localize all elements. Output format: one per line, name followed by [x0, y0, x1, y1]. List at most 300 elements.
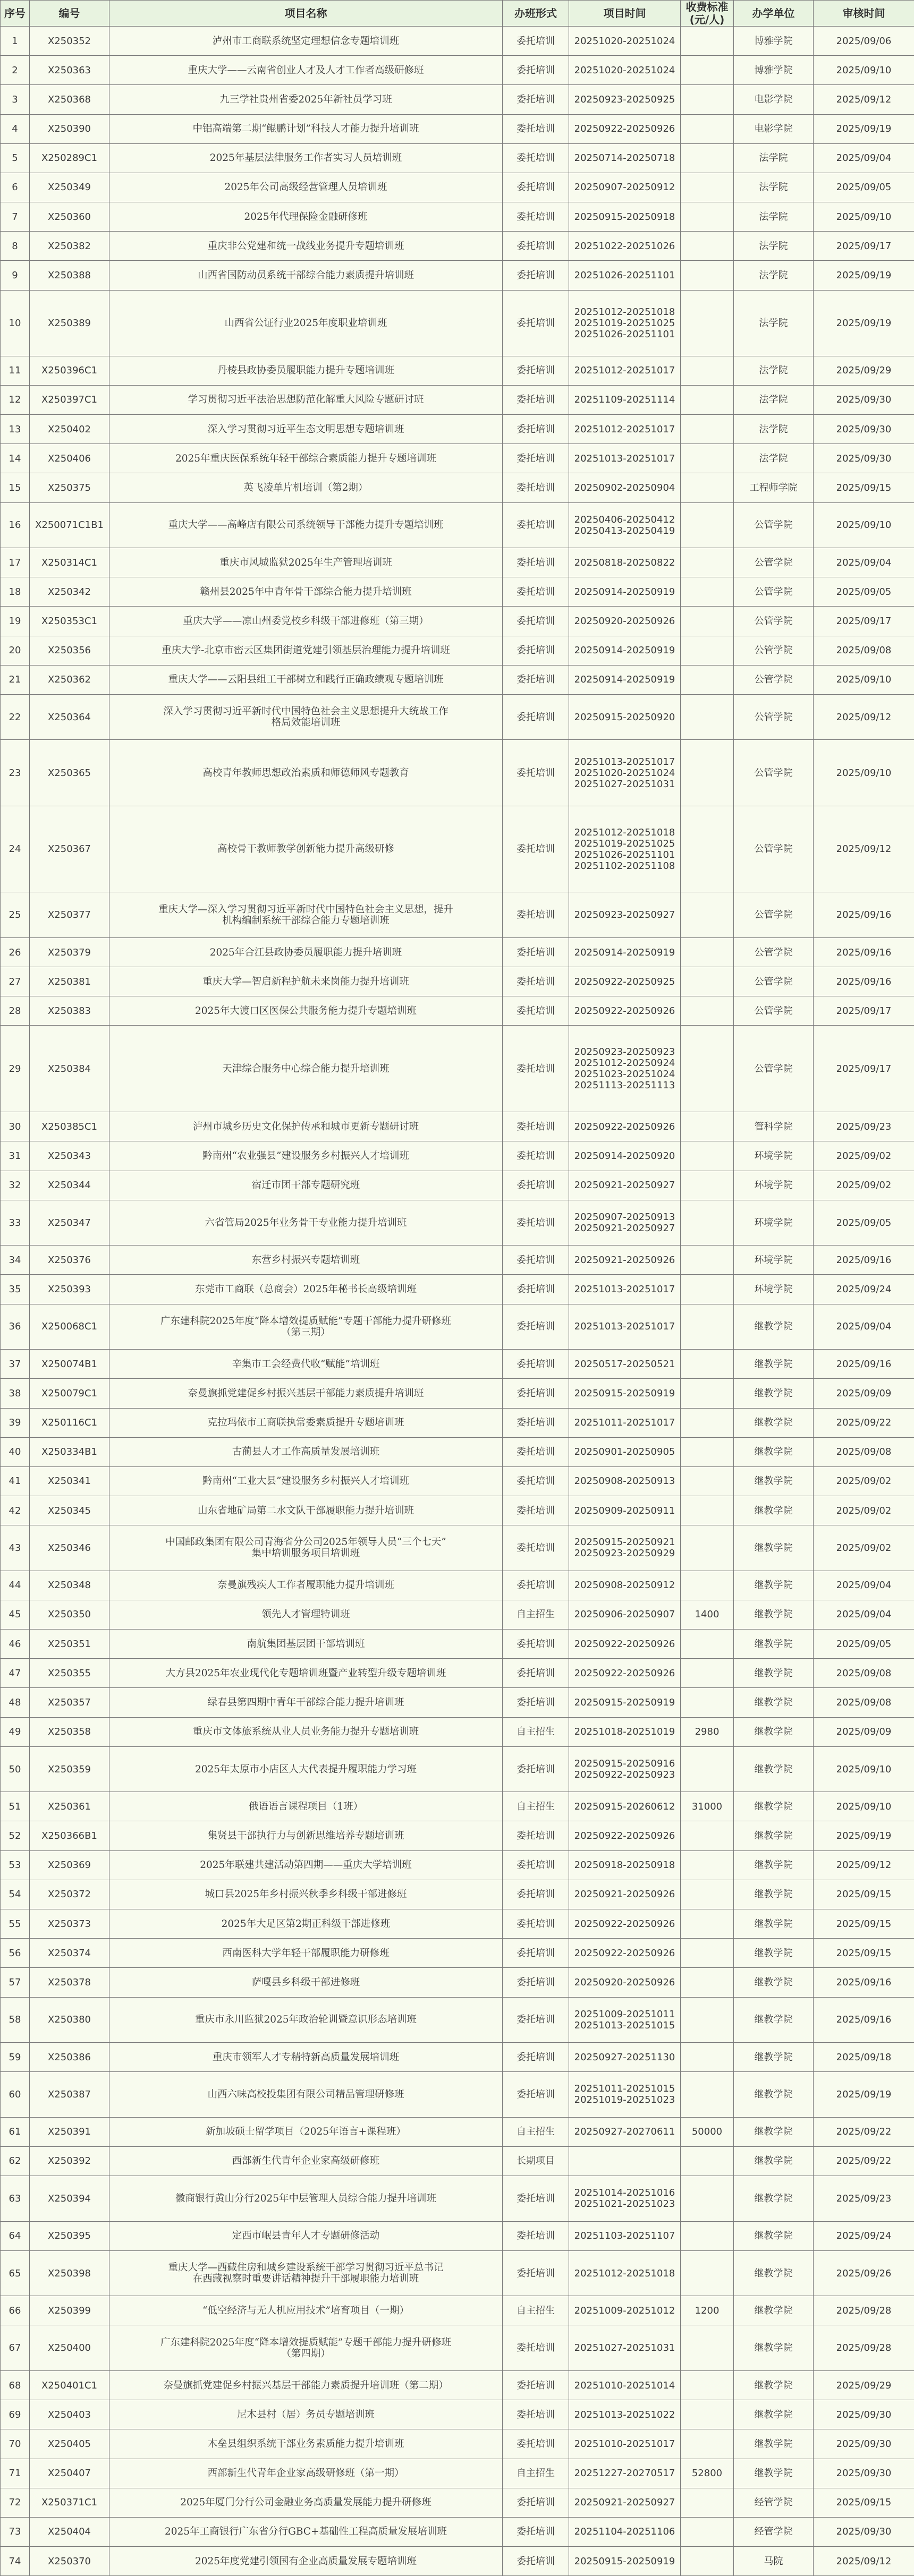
row-mode: 委托培训 — [503, 2400, 569, 2429]
row-name — [109, 27, 503, 56]
row-time — [569, 636, 681, 665]
row-name-line: 高校青年教师思想政治素质和师德师风专题教育 — [116, 767, 496, 779]
row-time-line: 20251013-20251017 — [571, 453, 678, 464]
row-code: X250355 — [30, 1659, 109, 1688]
row-time-line: 20250922-20250923 — [571, 1769, 678, 1780]
row-time — [569, 2043, 681, 2072]
table-row — [1, 1408, 914, 1437]
row-time-line: 20251026-20251101 — [571, 270, 678, 281]
row-unit: 环境学院 — [734, 1171, 814, 1200]
row-unit: 继教学院 — [734, 1437, 814, 1466]
row-mode: 委托培训 — [503, 85, 569, 114]
row-time-line: 20250918-20250918 — [571, 1860, 678, 1871]
row-time-line: 20250909-20250911 — [571, 1505, 678, 1516]
row-name-line: 2025年代理保险金融研修班 — [116, 211, 496, 223]
row-name — [109, 1659, 503, 1688]
row-time-line: 20251012-20251017 — [571, 424, 678, 435]
row-seq: 28 — [1, 996, 30, 1026]
row-code: X250398 — [30, 2250, 109, 2296]
row-code: X250289C1 — [30, 143, 109, 173]
row-time-line: 20250922-20250926 — [571, 1830, 678, 1841]
row-mode: 委托培训 — [503, 1496, 569, 1525]
row-unit: 公管学院 — [734, 665, 814, 694]
table-row — [1, 444, 914, 473]
row-unit: 继教学院 — [734, 1408, 814, 1437]
row-time — [569, 806, 681, 892]
row-name-line: 徽商银行黄山分行2025年中层管理人员综合能力提升培训班 — [116, 2193, 496, 2204]
row-name — [109, 1792, 503, 1821]
row-time-line: 20251019-20251023 — [571, 2094, 678, 2105]
row-time — [569, 502, 681, 548]
table-body — [1, 27, 914, 2576]
row-time-line: 20250908-20250912 — [571, 1580, 678, 1591]
row-unit: 继教学院 — [734, 1688, 814, 1717]
row-time — [569, 1792, 681, 1821]
row-name-line: 2025年工商银行广东省分行GBC+基础性工程高质量发展培训班 — [116, 2526, 496, 2537]
table-row — [1, 607, 914, 636]
row-time — [569, 27, 681, 56]
row-name-line: 2025年大渡口区医保公共服务能力提升专题培训班 — [116, 1005, 496, 1017]
row-seq: 32 — [1, 1171, 30, 1200]
row-name-line: 2025年联建共建活动第四期——重庆大学培训班 — [116, 1860, 496, 1871]
row-name — [109, 967, 503, 996]
row-mode: 委托培训 — [503, 2221, 569, 2250]
row-fee — [681, 665, 734, 694]
table-row — [1, 2517, 914, 2546]
row-name-line: 辛集市工会经费代收“赋能”培训班 — [116, 1359, 496, 1370]
table-row — [1, 2043, 914, 2072]
row-seq: 34 — [1, 1246, 30, 1275]
row-time-line: 20251013-20251017 — [571, 1284, 678, 1295]
row-fee — [681, 114, 734, 143]
row-code: X250400 — [30, 2325, 109, 2371]
table-row — [1, 577, 914, 607]
row-fee — [681, 1437, 734, 1466]
row-seq: 20 — [1, 636, 30, 665]
row-seq: 42 — [1, 1496, 30, 1525]
row-mode: 委托培训 — [503, 892, 569, 938]
row-time-line: 20250914-20250919 — [571, 586, 678, 598]
row-seq: 66 — [1, 2296, 30, 2325]
row-date: 2025/09/30 — [814, 385, 914, 414]
row-unit: 继教学院 — [734, 2117, 814, 2146]
row-seq: 60 — [1, 2072, 30, 2118]
table-row — [1, 1200, 914, 1246]
table-row — [1, 1246, 914, 1275]
row-date: 2025/09/17 — [814, 607, 914, 636]
row-code: X250372 — [30, 1880, 109, 1909]
row-name-line: 九三学社贵州省委2025年新社员学习班 — [116, 94, 496, 105]
row-time-line: 20250908-20250913 — [571, 1475, 678, 1487]
table-row — [1, 202, 914, 232]
table-row — [1, 996, 914, 1026]
row-unit: 继教学院 — [734, 2176, 814, 2222]
row-date: 2025/09/04 — [814, 1304, 914, 1350]
row-name — [109, 2371, 503, 2400]
table-row — [1, 967, 914, 996]
row-time — [569, 1304, 681, 1350]
row-name — [109, 740, 503, 806]
row-time-line: 20251102-20251108 — [571, 860, 678, 872]
table-row — [1, 415, 914, 444]
row-code: X250360 — [30, 202, 109, 232]
row-mode: 委托培训 — [503, 1968, 569, 1997]
table-row — [1, 1997, 914, 2043]
row-seq: 55 — [1, 1909, 30, 1938]
row-time-line: 20251012-20251017 — [571, 365, 678, 376]
row-time — [569, 1688, 681, 1717]
row-date: 2025/09/04 — [814, 143, 914, 173]
table-row — [1, 1746, 914, 1792]
row-seq: 29 — [1, 1026, 30, 1112]
row-time-line: 20251020-20251024 — [571, 767, 678, 779]
row-time-line: 20250914-20250919 — [571, 674, 678, 685]
row-code: X250390 — [30, 114, 109, 143]
row-mode: 委托培训 — [503, 1350, 569, 1379]
row-name-line: 中国邮政集团有限公司青海省分公司2025年领导人员“三个七天” — [116, 1537, 496, 1548]
row-code: X250352 — [30, 27, 109, 56]
row-time-line: 20250927-20251130 — [571, 2052, 678, 2063]
row-fee — [681, 1112, 734, 1141]
row-unit: 博雅学院 — [734, 27, 814, 56]
row-seq: 59 — [1, 2043, 30, 2072]
header-seq: 序号 — [1, 1, 30, 27]
row-name — [109, 2459, 503, 2488]
row-name-line: 重庆大学—深入学习贯彻习近平新时代中国特色社会主义思想，提升 — [116, 904, 496, 915]
row-time — [569, 2400, 681, 2429]
row-code: X250388 — [30, 261, 109, 290]
row-date: 2025/09/22 — [814, 2146, 914, 2176]
row-seq: 36 — [1, 1304, 30, 1350]
row-name-line: 克拉玛依市工商联执常委素质提升专题培训班 — [116, 1417, 496, 1428]
row-fee — [681, 2072, 734, 2118]
row-unit: 电影学院 — [734, 85, 814, 114]
row-mode: 委托培训 — [503, 636, 569, 665]
table-row — [1, 2371, 914, 2400]
row-fee — [681, 2488, 734, 2517]
row-seq: 35 — [1, 1275, 30, 1304]
row-fee — [681, 1141, 734, 1171]
row-name — [109, 2117, 503, 2146]
row-name — [109, 1408, 503, 1437]
row-date: 2025/09/19 — [814, 290, 914, 356]
row-time-line: 20251011-20251015 — [571, 2083, 678, 2094]
row-fee — [681, 1850, 734, 1880]
row-name — [109, 114, 503, 143]
table-row — [1, 2072, 914, 2118]
row-name-line: 高校骨干教师教学创新能力提升高级研修 — [116, 843, 496, 855]
row-mode: 自主招生 — [503, 1717, 569, 1746]
row-name — [109, 607, 503, 636]
row-name-line: 重庆市文体旅系统从业人员业务能力提升专题培训班 — [116, 1726, 496, 1737]
row-time — [569, 937, 681, 967]
row-unit: 公管学院 — [734, 607, 814, 636]
row-fee — [681, 1659, 734, 1688]
row-seq: 41 — [1, 1466, 30, 1496]
row-unit: 马院 — [734, 2547, 814, 2576]
row-fee — [681, 2517, 734, 2546]
row-time-line: 20250517-20250521 — [571, 1359, 678, 1370]
row-seq: 71 — [1, 2459, 30, 2488]
row-mode: 委托培训 — [503, 502, 569, 548]
row-name — [109, 548, 503, 577]
row-time — [569, 385, 681, 414]
row-mode: 委托培训 — [503, 56, 569, 85]
row-name-line: 2025年太原市小店区人大代表提升履职能力学习班 — [116, 1764, 496, 1775]
row-unit: 公管学院 — [734, 636, 814, 665]
row-code: X250386 — [30, 2043, 109, 2072]
row-mode: 委托培训 — [503, 740, 569, 806]
row-seq: 40 — [1, 1437, 30, 1466]
row-name-line: 山东省地矿局第二水文队干部履职能力提升培训班 — [116, 1505, 496, 1516]
row-unit: 法学院 — [734, 202, 814, 232]
row-name-line: （第三期） — [116, 1327, 496, 1338]
row-code: X250404 — [30, 2517, 109, 2546]
row-time-line: 20250915-20250918 — [571, 211, 678, 223]
row-name — [109, 1275, 503, 1304]
row-seq: 9 — [1, 261, 30, 290]
row-fee — [681, 2221, 734, 2250]
row-code: X250379 — [30, 937, 109, 967]
row-unit: 继教学院 — [734, 1880, 814, 1909]
row-name — [109, 1112, 503, 1141]
row-date: 2025/09/08 — [814, 1437, 914, 1466]
row-seq: 57 — [1, 1968, 30, 1997]
row-time-line: 20251020-20251024 — [571, 36, 678, 47]
row-code: X250367 — [30, 806, 109, 892]
row-time — [569, 2429, 681, 2459]
row-mode: 委托培训 — [503, 385, 569, 414]
row-time-line: 20251014-20251016 — [571, 2187, 678, 2198]
table-row — [1, 1112, 914, 1141]
row-unit: 继教学院 — [734, 1304, 814, 1350]
row-code: X250348 — [30, 1571, 109, 1600]
row-date: 2025/09/16 — [814, 1997, 914, 2043]
row-mode: 委托培训 — [503, 143, 569, 173]
row-name — [109, 2072, 503, 2118]
row-code: X250380 — [30, 1997, 109, 2043]
row-code: X250074B1 — [30, 1350, 109, 1379]
row-name-line: 西部新生代青年企业家高级研修班（第一期） — [116, 2468, 496, 2479]
row-date: 2025/09/30 — [814, 2459, 914, 2488]
table-row — [1, 114, 914, 143]
row-unit: 继教学院 — [734, 1746, 814, 1792]
table-row — [1, 1437, 914, 1466]
row-fee — [681, 232, 734, 261]
row-code: X250387 — [30, 2072, 109, 2118]
row-name — [109, 2517, 503, 2546]
row-mode: 委托培训 — [503, 2325, 569, 2371]
row-fee — [681, 1571, 734, 1600]
row-fee — [681, 1171, 734, 1200]
row-time-line: 20251013-20251015 — [571, 2020, 678, 2031]
row-time — [569, 1141, 681, 1171]
row-seq: 10 — [1, 290, 30, 356]
row-name — [109, 996, 503, 1026]
row-seq: 5 — [1, 143, 30, 173]
row-fee — [681, 1997, 734, 2043]
row-unit: 继教学院 — [734, 1600, 814, 1629]
row-time-line: 20251013-20251017 — [571, 756, 678, 767]
row-fee — [681, 1379, 734, 1408]
row-name-line: 古蔺县人才工作高质量发展培训班 — [116, 1446, 496, 1457]
row-seq: 73 — [1, 2517, 30, 2546]
row-time-line: 20250923-20250929 — [571, 1548, 678, 1559]
row-mode: 委托培训 — [503, 1304, 569, 1350]
row-time-line: 20251018-20251019 — [571, 1726, 678, 1737]
row-code: X250376 — [30, 1246, 109, 1275]
row-time — [569, 2459, 681, 2488]
row-code: X250407 — [30, 2459, 109, 2488]
row-name — [109, 2296, 503, 2325]
row-seq: 1 — [1, 27, 30, 56]
row-name — [109, 2221, 503, 2250]
row-name-line: 广东建科院2025年度“降本增效提质赋能”专题干部能力提升研修班 — [116, 1316, 496, 1327]
table-row — [1, 232, 914, 261]
row-unit: 继教学院 — [734, 1821, 814, 1850]
row-code: X250351 — [30, 1630, 109, 1659]
row-time — [569, 232, 681, 261]
row-unit: 继教学院 — [734, 2072, 814, 2118]
row-time — [569, 548, 681, 577]
row-fee — [681, 996, 734, 1026]
row-name-line: 西部新生代青年企业家高级研修班 — [116, 2155, 496, 2166]
row-seq: 30 — [1, 1112, 30, 1141]
row-mode: 长期项目 — [503, 2146, 569, 2176]
row-code: X250371C1 — [30, 2488, 109, 2517]
row-time-line: 20251009-20251012 — [571, 2305, 678, 2316]
row-time-line: 20250921-20250927 — [571, 1223, 678, 1234]
row-time — [569, 1880, 681, 1909]
row-mode: 委托培训 — [503, 2250, 569, 2296]
table-row — [1, 385, 914, 414]
row-name-line: 山西六味高校投集团有限公司精品管理研修班 — [116, 2089, 496, 2100]
row-name — [109, 1026, 503, 1112]
table-row — [1, 1688, 914, 1717]
row-fee — [681, 502, 734, 548]
row-fee — [681, 173, 734, 202]
row-fee — [681, 1275, 734, 1304]
row-unit: 公管学院 — [734, 1026, 814, 1112]
row-time — [569, 1968, 681, 1997]
row-date: 2025/09/23 — [814, 1112, 914, 1141]
row-name — [109, 444, 503, 473]
row-seq: 13 — [1, 415, 30, 444]
row-time-line: 20251012-20251018 — [571, 306, 678, 318]
row-name-line: 萨嘎县乡科级干部进修班 — [116, 1977, 496, 1988]
row-time-line: 20250923-20250927 — [571, 909, 678, 920]
row-date: 2025/09/10 — [814, 1792, 914, 1821]
row-unit: 经管学院 — [734, 2517, 814, 2546]
row-date: 2025/09/02 — [814, 1171, 914, 1200]
row-name — [109, 1525, 503, 1571]
table-row — [1, 56, 914, 85]
row-name-line: 宿迁市团干部专题研究班 — [116, 1180, 496, 1191]
row-unit: 法学院 — [734, 261, 814, 290]
row-time — [569, 415, 681, 444]
row-mode: 委托培训 — [503, 2072, 569, 2118]
row-unit: 法学院 — [734, 415, 814, 444]
row-code: X250362 — [30, 665, 109, 694]
row-time — [569, 694, 681, 740]
row-seq: 22 — [1, 694, 30, 740]
row-mode: 委托培训 — [503, 1408, 569, 1437]
row-name-line: 重庆大学——高峰店有限公司系统领导干部能力提升专题培训班 — [116, 519, 496, 531]
row-code: X250402 — [30, 415, 109, 444]
row-mode: 委托培训 — [503, 1026, 569, 1112]
row-unit: 公管学院 — [734, 548, 814, 577]
row-name-line: 奈曼旗抓党建促乡村振兴基层干部能力素质提升培训班（第二期） — [116, 2380, 496, 2391]
row-unit: 公管学院 — [734, 806, 814, 892]
row-code: X250356 — [30, 636, 109, 665]
row-time — [569, 996, 681, 1026]
row-seq: 18 — [1, 577, 30, 607]
row-time — [569, 2517, 681, 2546]
row-seq: 3 — [1, 85, 30, 114]
row-time — [569, 56, 681, 85]
row-seq: 27 — [1, 967, 30, 996]
row-time — [569, 2325, 681, 2371]
row-code: X250366B1 — [30, 1821, 109, 1850]
row-date: 2025/09/30 — [814, 2517, 914, 2546]
row-fee — [681, 607, 734, 636]
row-time — [569, 1171, 681, 1200]
row-seq: 7 — [1, 202, 30, 232]
row-name — [109, 1496, 503, 1525]
row-unit: 公管学院 — [734, 996, 814, 1026]
row-name-line: 重庆市领军人才专精特新高质量发展培训班 — [116, 2052, 496, 2063]
row-time — [569, 577, 681, 607]
row-seq: 62 — [1, 2146, 30, 2176]
row-seq: 31 — [1, 1141, 30, 1171]
row-code: X250368 — [30, 85, 109, 114]
row-name — [109, 261, 503, 290]
row-name — [109, 1850, 503, 1880]
row-name — [109, 937, 503, 967]
row-fee: 1400 — [681, 1600, 734, 1629]
row-name — [109, 2146, 503, 2176]
row-seq: 61 — [1, 2117, 30, 2146]
row-name — [109, 56, 503, 85]
row-date: 2025/09/15 — [814, 1939, 914, 1968]
row-time-line: 20251019-20251025 — [571, 838, 678, 849]
row-time-line: 20251012-20251018 — [571, 2268, 678, 2279]
row-mode: 委托培训 — [503, 261, 569, 290]
row-seq: 53 — [1, 1850, 30, 1880]
row-date: 2025/09/19 — [814, 1821, 914, 1850]
table-row — [1, 2488, 914, 2517]
row-seq: 47 — [1, 1659, 30, 1688]
row-fee — [681, 1026, 734, 1112]
row-name-line: 重庆大学——云南省创业人才及人才工作者高级研修班 — [116, 65, 496, 76]
table-row — [1, 1350, 914, 1379]
row-seq: 68 — [1, 2371, 30, 2400]
row-time-line: 20250922-20250926 — [571, 1948, 678, 1959]
row-date: 2025/09/04 — [814, 1600, 914, 1629]
row-time-line: 20250922-20250926 — [571, 1918, 678, 1930]
row-time — [569, 1437, 681, 1466]
row-name-line: 集中培训服务项目培训班 — [116, 1548, 496, 1559]
row-seq: 54 — [1, 1880, 30, 1909]
row-mode: 委托培训 — [503, 1997, 569, 2043]
row-name-line: 重庆市风城监狱2025年生产管理培训班 — [116, 557, 496, 568]
row-name-line: 2025年公司高级经营管理人员培训班 — [116, 182, 496, 193]
row-name-line: 学习贯彻习近平法治思想防范化解重大风险专题研讨班 — [116, 394, 496, 405]
row-mode: 委托培训 — [503, 2176, 569, 2222]
row-seq: 14 — [1, 444, 30, 473]
row-time — [569, 1112, 681, 1141]
row-fee — [681, 1821, 734, 1850]
